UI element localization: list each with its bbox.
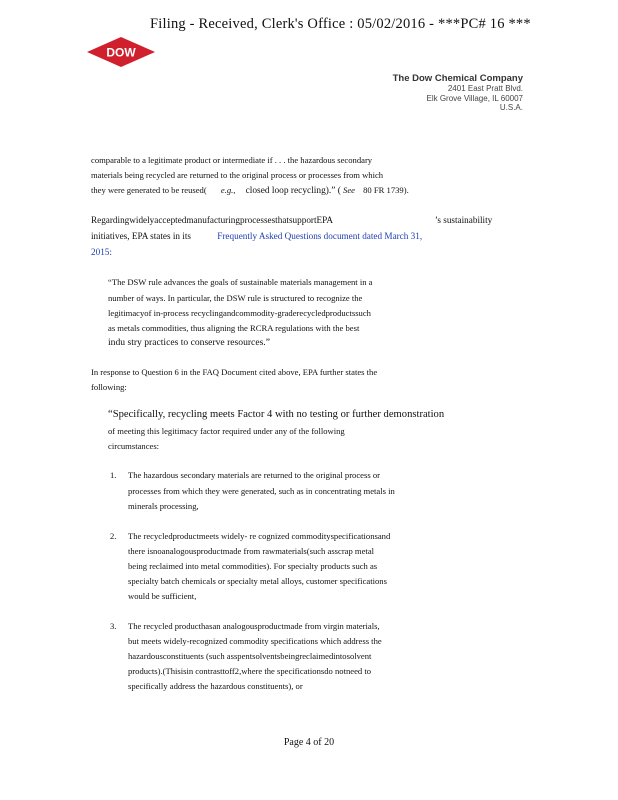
company-address-block: [393, 73, 523, 113]
list-item-line: specialty batch chemicals or specialty metal alloys, customer specifications: [128, 576, 387, 586]
list-item-line: The recycled producthasan analogousproductmade from virgin materials,: [128, 621, 380, 631]
page-number: Page 4 of 20: [283, 737, 335, 748]
dow-diamond-logo: [86, 36, 156, 70]
quote-line: indu stry practices to conserve resources.”: [108, 337, 270, 348]
quote-line: as metals commodities, thus aligning the RCRA regulations with the best: [108, 323, 360, 333]
list-number: 3.: [110, 621, 117, 631]
quote-line: of meeting this legitimacy factor required under any of the following: [108, 426, 345, 436]
quote-line: legitimacyof in-process recyclingandcommodity-graderecycledproductssuch: [108, 308, 371, 318]
quote-line: number of ways. In particular, the DSW rule is structured to recognize the: [108, 293, 363, 303]
body-line: materials being recycled are returned to the original process or processes from which: [91, 170, 384, 180]
address-line: U.S.A.: [499, 103, 523, 112]
body-line: 2015:: [91, 247, 112, 257]
list-item-line: products).(Thisisin contrasttoff2,where the specificationsdo notneed to: [128, 666, 372, 676]
list-number: 1.: [110, 470, 117, 480]
quote-lead: “Specifically, recycling meets Factor 4 with no testing or further demonstration: [108, 409, 445, 420]
list-number: 2.: [110, 531, 117, 541]
list-item-line: hazardousconstituents (such asspentsolventsbeingreclaimedintosolvent: [128, 651, 372, 661]
address-line: 2401 East Pratt Blvd.: [447, 84, 523, 93]
quote-line: circumstances:: [108, 441, 160, 451]
list-item-line: being reclaimed into metal commodities). For specialty products such as: [128, 561, 378, 571]
body-line: following:: [91, 382, 127, 392]
list-item-line: but meets widely-recognized commodity specifications which address the: [128, 636, 382, 646]
body-line: they were generated to be reused( e.g., closed loop recycling).” ( See 80 FR 1739).: [91, 185, 409, 196]
list-item-line: The hazardous secondary materials are returned to the original process or: [128, 470, 380, 480]
list-item-line: specifically address the hazardous constituents), or: [128, 681, 303, 691]
list-item-line: would be sufficient,: [128, 591, 197, 601]
list-item-line: there isnoanalogousproductmade from rawmaterials(such asscrap metal: [128, 546, 375, 556]
list-item-line: minerals processing,: [128, 501, 199, 511]
body-line: initiatives, EPA states in its Frequently Asked Questions document dated March 31,: [91, 231, 423, 241]
list-item-line: The recycledproductmeets widely- re cognized commodityspecificationsand: [128, 531, 391, 541]
quote-line: “The DSW rule advances the goals of sustainable materials management in a: [108, 277, 373, 287]
logo-text: DOW: [106, 45, 136, 60]
filing-stamp: Filing - Received, Clerk's Office : 05/02/2016 - ***PC# 16 ***: [150, 16, 531, 32]
list-item-line: processes from which they were generated, such as in concentrating metals in: [128, 486, 395, 496]
company-name: The Dow Chemical Company: [392, 73, 523, 84]
body-line: comparable to a legitimate product or intermediate if . . . the hazardous secondary: [91, 155, 373, 165]
address-line: Elk Grove Village, IL 60007: [426, 93, 523, 103]
faq-link: Frequently Asked Questions document dated March 31,: [217, 231, 423, 241]
body-line: RegardingwidelyacceptedmanufacturingprocessesthatsupportEPA ’s sustainability: [91, 215, 493, 225]
body-line: In response to Question 6 in the FAQ Document cited above, EPA further states the: [91, 367, 378, 377]
